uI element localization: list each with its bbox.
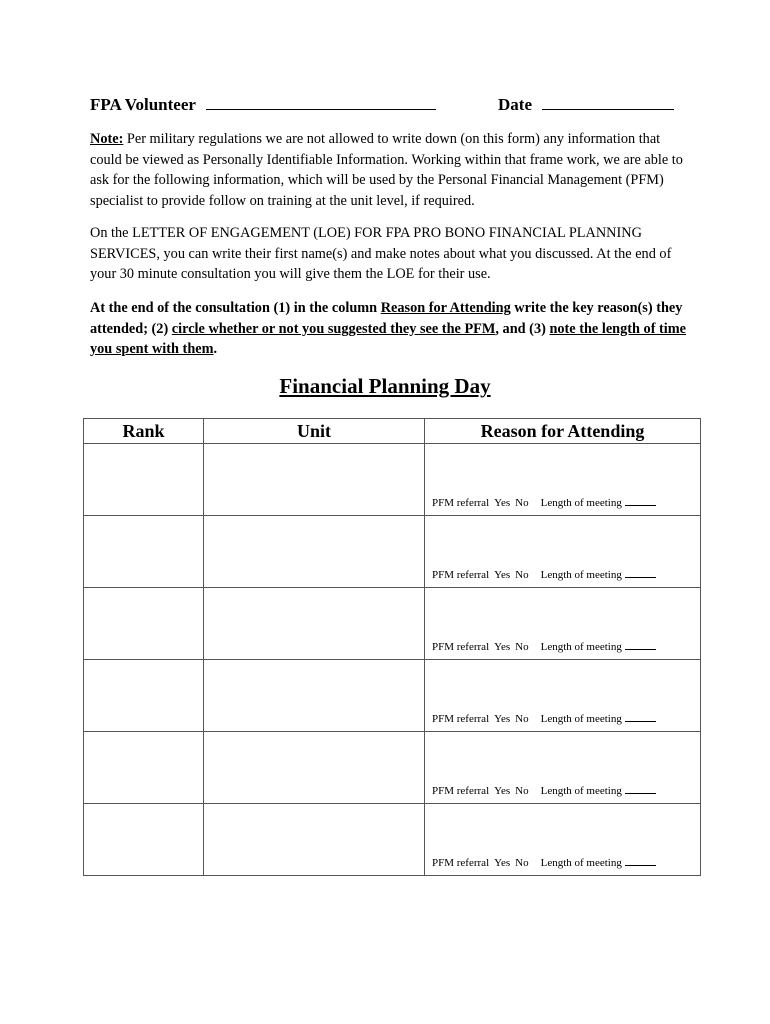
yes-option[interactable]: Yes: [494, 497, 511, 509]
yes-option[interactable]: Yes: [494, 857, 511, 869]
page-title: Financial Planning Day: [279, 374, 491, 398]
unit-cell[interactable]: [204, 660, 425, 732]
no-option[interactable]: No: [515, 857, 529, 869]
unit-cell[interactable]: [204, 804, 425, 876]
length-blank[interactable]: [625, 712, 656, 722]
rank-cell[interactable]: [84, 660, 204, 732]
length-blank[interactable]: [625, 856, 656, 866]
pfm-referral-line: [425, 496, 700, 515]
table-row: [84, 516, 701, 588]
pfm-referral-line: [425, 568, 700, 587]
instructions-part4: .: [213, 341, 218, 357]
reason-cell[interactable]: [425, 732, 701, 804]
note-label: Note:: [90, 131, 124, 147]
volunteer-field: [90, 94, 436, 116]
instructions-reason-ref: Reason for Attending: [380, 300, 511, 316]
date-label: Date: [498, 95, 532, 114]
unit-cell[interactable]: [204, 588, 425, 660]
instructions-paragraph: [90, 298, 695, 360]
column-header-reason: Reason for Attending: [425, 419, 701, 444]
no-option[interactable]: No: [515, 497, 529, 509]
yes-option[interactable]: Yes: [494, 713, 511, 725]
instructions-part1: At the end of the consultation (1) in the column: [90, 300, 381, 316]
yes-option[interactable]: Yes: [494, 641, 511, 653]
length-blank[interactable]: [625, 640, 656, 650]
volunteer-blank[interactable]: [206, 95, 436, 110]
note-paragraph: [90, 129, 695, 211]
no-option[interactable]: No: [515, 641, 529, 653]
length-blank[interactable]: [625, 784, 656, 794]
note-text: Per military regulations we are not allowed to write down (on this form) any information that could be viewed as Personally Identifiable Information. Working within that frame work, we are able to ask for the following information, which will be used by the Personal Financial Management (PFM) specialist to provide follow on training at the unit level, if required.: [90, 131, 683, 209]
pfm-referral-line: [425, 784, 700, 803]
column-header-unit: Unit: [204, 419, 425, 444]
length-label: Length of meeting: [540, 713, 622, 725]
rank-cell[interactable]: [84, 804, 204, 876]
pfm-referral-label: PFM referral: [432, 857, 490, 869]
reason-cell[interactable]: [425, 588, 701, 660]
pfm-referral-line: [425, 856, 700, 875]
length-label: Length of meeting: [540, 785, 622, 797]
instructions-note-length: note the length of time you spent with them: [90, 320, 687, 357]
table-row: [84, 660, 701, 732]
no-option[interactable]: No: [515, 569, 529, 581]
unit-cell[interactable]: [204, 516, 425, 588]
table-header-row: [84, 419, 701, 444]
rank-cell[interactable]: [84, 732, 204, 804]
pfm-referral-line: [425, 712, 700, 731]
length-blank[interactable]: [625, 496, 656, 506]
yes-option[interactable]: Yes: [494, 785, 511, 797]
length-label: Length of meeting: [540, 857, 622, 869]
rank-cell[interactable]: [84, 516, 204, 588]
pfm-referral-label: PFM referral: [432, 785, 490, 797]
column-header-rank: Rank: [84, 419, 204, 444]
yes-option[interactable]: Yes: [494, 569, 511, 581]
pfm-referral-label: PFM referral: [432, 713, 490, 725]
date-blank[interactable]: [542, 95, 674, 110]
table-row: [84, 804, 701, 876]
pfm-referral-label: PFM referral: [432, 569, 490, 581]
table-row: [84, 732, 701, 804]
reason-cell[interactable]: [425, 516, 701, 588]
pfm-referral-line: [425, 640, 700, 659]
loe-paragraph: On the LETTER OF ENGAGEMENT (LOE) FOR FPA PRO BONO FINANCIAL PLANNING SERVICES, you can write their first name(s) and make notes about what you discussed. At the end of your 30 minute consultation you will give them the LOE for their use.: [90, 225, 672, 282]
reason-cell[interactable]: [425, 804, 701, 876]
unit-cell[interactable]: [204, 732, 425, 804]
length-label: Length of meeting: [540, 497, 622, 509]
attendance-table: [83, 418, 701, 876]
volunteer-label: FPA Volunteer: [90, 95, 196, 114]
date-field: [498, 94, 674, 116]
unit-cell[interactable]: [204, 444, 425, 516]
no-option[interactable]: No: [515, 785, 529, 797]
length-blank[interactable]: [625, 568, 656, 578]
table-row: [84, 588, 701, 660]
table-row: [84, 444, 701, 516]
length-label: Length of meeting: [540, 569, 622, 581]
no-option[interactable]: No: [515, 713, 529, 725]
reason-cell[interactable]: [425, 660, 701, 732]
pfm-referral-label: PFM referral: [432, 497, 490, 509]
instructions-circle: circle whether or not you suggested they see the PFM: [171, 320, 496, 337]
pfm-referral-label: PFM referral: [432, 641, 490, 653]
instructions-part2: write the key reason(s) they attended; (2): [90, 300, 683, 337]
rank-cell[interactable]: [84, 444, 204, 516]
length-label: Length of meeting: [540, 641, 622, 653]
instructions-part3: , and (3): [495, 320, 550, 337]
rank-cell[interactable]: [84, 588, 204, 660]
reason-cell[interactable]: [425, 444, 701, 516]
